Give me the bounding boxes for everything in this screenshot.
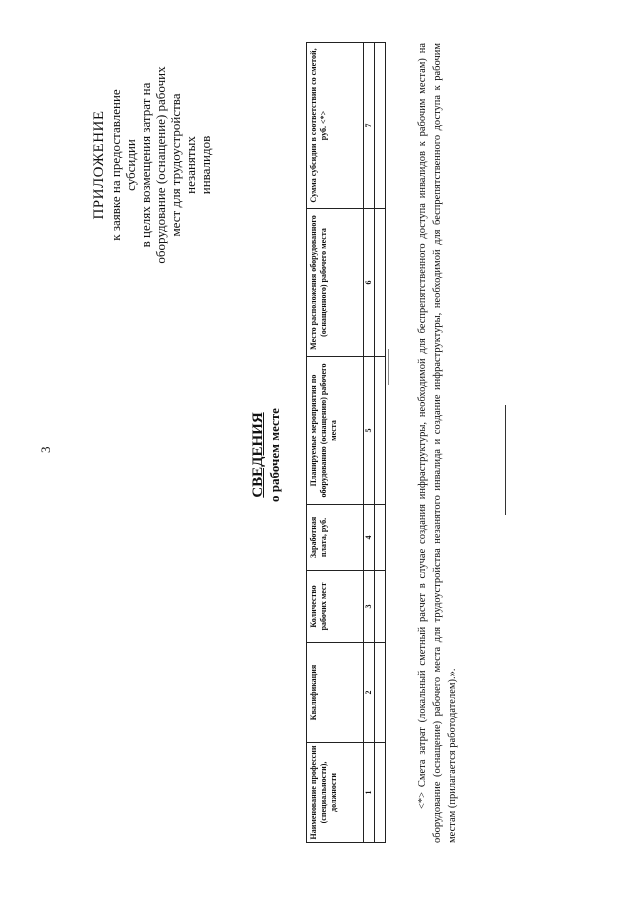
table-header-row [307, 43, 364, 843]
column-header: Наименование профессии (специальности), должности [307, 743, 364, 843]
page-number: 3 [38, 446, 53, 453]
table-cell[interactable] [375, 357, 386, 505]
column-number: 5 [364, 357, 375, 505]
footnote-text: <*> Смета затрат (локальный сметный расчет в случае создания инфраструктуры, необходимой для беспрепятственного доступа инвалидов к рабочим местам) на оборудование (оснащение) рабочего места для трудоустройства незанятого инвалида и создание инфраструктуры, необходимой для беспрепятственного доступа к рабочим местам (прилагается работодателем).». [417, 43, 458, 843]
appendix-line: в целях возмещения затрат на [138, 82, 153, 248]
appendix-line: инвалидов [198, 135, 213, 195]
appendix-line: мест для трудоустройства незанятых [168, 93, 198, 237]
appendix-heading: ПРИЛОЖЕНИЕ [91, 110, 107, 220]
table-cell[interactable] [375, 43, 386, 209]
table-row [375, 43, 386, 843]
data-table [306, 42, 386, 843]
column-number-row [364, 43, 375, 843]
appendix-block [92, 65, 213, 265]
column-number: 7 [364, 43, 375, 209]
table-cell[interactable] [375, 643, 386, 743]
appendix-line: к заявке на предоставление субсидии [108, 89, 138, 241]
table-cell[interactable] [375, 571, 386, 643]
table-cell[interactable] [375, 743, 386, 843]
column-header: Место расположения оборудованного (оснащенного) рабочего места [307, 209, 364, 357]
column-header: Планируемые мероприятия по оборудованию (оснащению) рабочего места [307, 357, 364, 505]
separator-line [388, 349, 389, 385]
document-subtitle: о рабочем месте [267, 408, 282, 502]
column-number: 6 [364, 209, 375, 357]
document-title: СВЕДЕНИЯ [250, 412, 266, 498]
column-number: 4 [364, 505, 375, 571]
column-header: Квалификация [307, 643, 364, 743]
column-header: Сумма субсидии в соответствии со сметой, руб. <*> [307, 43, 364, 209]
column-number: 2 [364, 643, 375, 743]
appendix-line: оборудование (оснащение) рабочих [153, 66, 168, 264]
signature-line [505, 405, 506, 515]
document-title-block [250, 325, 283, 585]
column-header: Количество рабочих мест [307, 571, 364, 643]
column-number: 1 [364, 743, 375, 843]
column-number: 3 [364, 571, 375, 643]
footnote [415, 43, 460, 843]
column-header: Заработная плата, руб. [307, 505, 364, 571]
table-cell[interactable] [375, 209, 386, 357]
table-cell[interactable] [375, 505, 386, 571]
workplace-table [306, 43, 386, 843]
